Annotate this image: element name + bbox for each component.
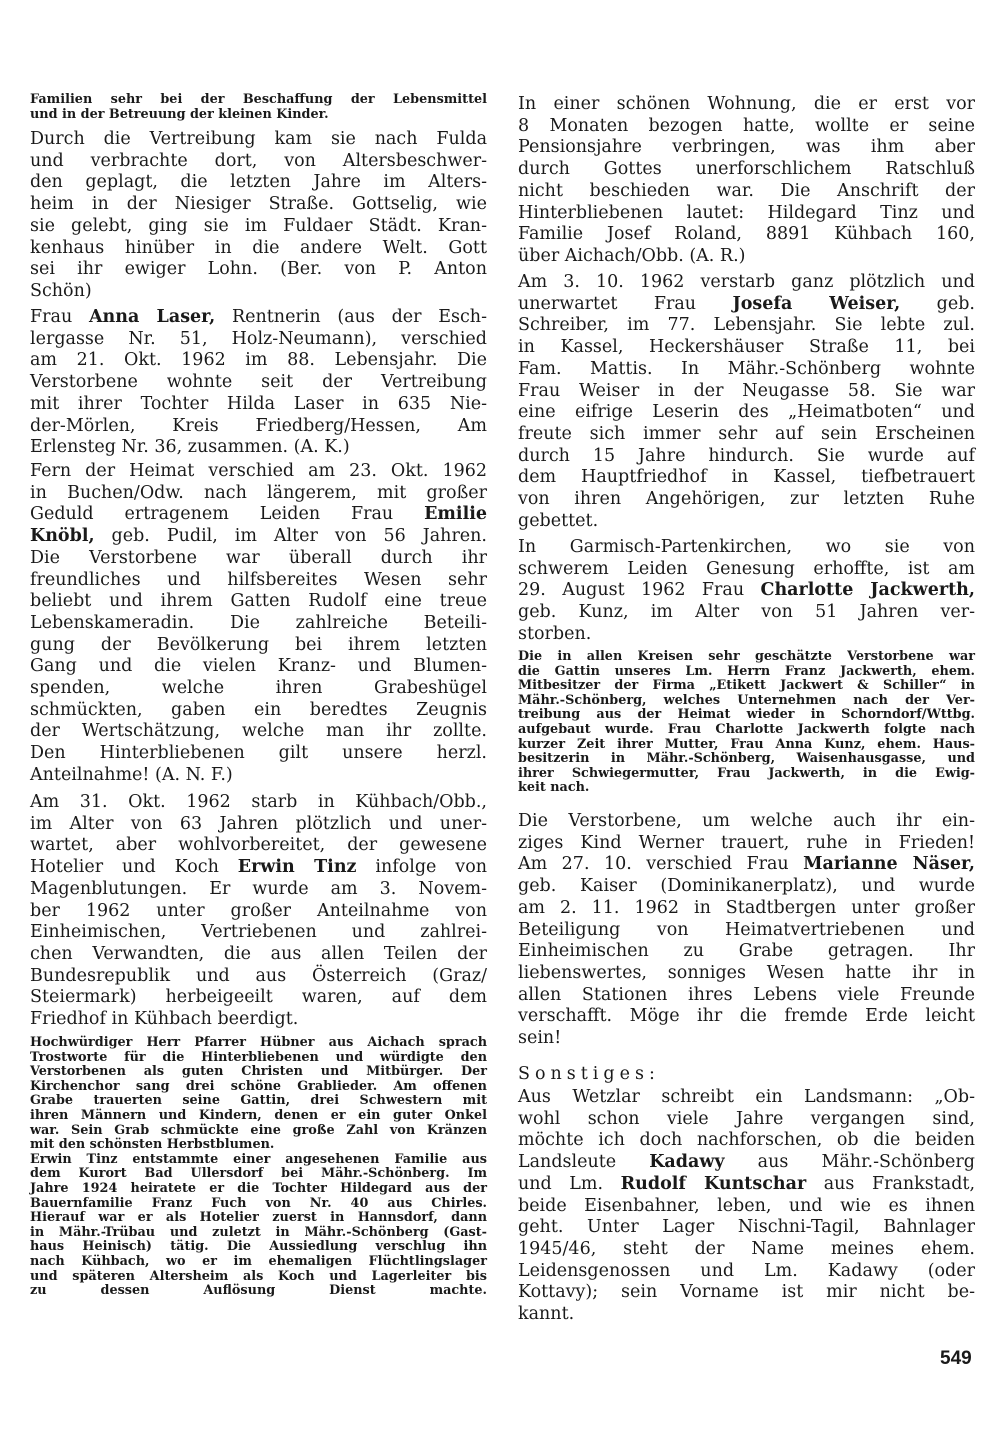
text-line: Mähr.-Schönberg, welches Unternehmen nach der Ver- xyxy=(518,692,975,708)
text-line: keit nach. xyxy=(518,780,590,796)
text-line: Familien sehr bei der Beschaffung der Lebensmittel xyxy=(30,92,487,107)
text-line: Kirchenchor sang drei schöne Grablieder. Am offenen xyxy=(30,1078,487,1094)
text-line: beide Eisenbahner, leben, und wie es ihnen xyxy=(518,1195,975,1216)
text-line: am 2. 11. 1962 in Stadtbergen unter großer xyxy=(518,897,975,918)
text-line: Leidensgenossen und Lm. Kadawy (oder xyxy=(518,1260,975,1281)
text-line: Frau Weiser in der Neugasse 58. Sie war xyxy=(518,380,975,401)
text-line: Erlensteg Nr. 36, zusammen. (A. K.) xyxy=(30,437,350,458)
text-line: Familie Josef Roland, 8891 Kühbach 160, xyxy=(518,224,975,245)
text-line: Beteiligung von Heimatvertriebenen und xyxy=(518,919,975,940)
text-line: möchte ich doch nachforschen, ob die beiden xyxy=(518,1130,975,1151)
text-line: Durch die Vertreibung kam sie nach Fulda xyxy=(30,129,487,149)
text-line: Jahre 1924 heiratete er die Tochter Hildegard aus der xyxy=(30,1180,487,1196)
section-heading: Sonstiges: xyxy=(518,1064,660,1084)
text-line: Erwin Tinz entstammte einer angesehenen Familie aus xyxy=(30,1151,487,1167)
text-line: Anteilnahme! (A. N. F.) xyxy=(30,764,233,785)
paragraph xyxy=(30,792,487,1031)
text-line: eine eifrige Leserin des „Heimatboten“ und xyxy=(518,402,975,423)
text-line: geb. Kaiser (Dominikanerplatz), und wurde xyxy=(518,876,975,897)
text-line: storben. xyxy=(518,623,592,644)
text-line: Landsleute Kadawy aus Mähr.-Schönberg xyxy=(518,1152,975,1173)
text-line: sie gelebt, ging sie im Fuldaer Städt. Kran- xyxy=(30,215,487,236)
paragraph xyxy=(30,129,487,303)
text-line: schmückten, gaben ein beredtes Zeugnis xyxy=(30,699,487,720)
small-print-paragraph xyxy=(518,650,975,796)
text-line: Mitbesitzer der Firma „Etikett Jackwert & Schiller“ in xyxy=(518,678,975,694)
bold-name: Charlotte Jackwerth, xyxy=(760,580,975,601)
text-line: Am 3. 10. 1962 verstarb ganz plötzlich und xyxy=(518,272,975,292)
text-line: Bauernfamilie Franz Fuch von Nr. 40 aus Chirles. xyxy=(30,1195,487,1211)
bold-name: Marianne Näser, xyxy=(803,854,975,875)
text-line: den geplagt, die letzten Jahre im Alters- xyxy=(30,172,487,193)
text-line: verschafft. Möge ihr die fremde Erde leicht xyxy=(518,1006,975,1027)
text-line: dem Hauptfriedhof in Kassel, tiefbetrauert xyxy=(518,467,975,488)
text-line: Hotelier und Koch Erwin Tinz infolge von xyxy=(30,857,487,878)
text-line: die Gattin unseres Lm. Herrn Franz Jackwerth, ehem. xyxy=(518,663,975,679)
text-line: Hochwürdiger Herr Pfarrer Hübner aus Aichach sprach xyxy=(30,1035,487,1050)
text-line: ber 1962 unter großer Anteilnahme von xyxy=(30,900,487,921)
small-print-paragraph xyxy=(30,1036,487,1299)
text-line: von ihren Angehörigen, zur letzten Ruhe xyxy=(518,489,975,510)
text-line: der-Mörlen, Kreis Friedberg/Hessen, Am xyxy=(30,415,487,436)
text-line: Fern der Heimat verschied am 23. Okt. 1962 xyxy=(30,461,487,481)
text-line: mit ihrer Tochter Hilda Laser in 635 Nie- xyxy=(30,393,487,414)
text-line: Verstorbenen als guten Christen und Mitbürger. Der xyxy=(30,1064,487,1080)
text-line: Magenblutungen. Er wurde am 3. Novem- xyxy=(30,878,487,899)
text-line: Grabe trauerten seine Gattin, drei Schwestern mit xyxy=(30,1093,487,1109)
bold-name: Rudolf Kuntschar xyxy=(620,1173,807,1194)
text-line: 29. August 1962 Frau Charlotte Jackwerth, xyxy=(518,580,975,601)
text-line: heim in der Niesiger Straße. Gottselig, wie xyxy=(30,194,487,215)
text-line: freute sich immer sehr auf sein Erscheinen xyxy=(518,423,975,444)
text-line: gung der Bevölkerung bei ihrem letzten xyxy=(30,634,487,655)
text-line: sein! xyxy=(518,1028,562,1049)
paragraph xyxy=(518,537,975,646)
text-line: und späteren Altersheim als Koch und Lagerleiter bis xyxy=(30,1268,487,1284)
text-line: wartet, aber wohlvorbereitet, der gewesene xyxy=(30,835,487,856)
text-line: Einheimischen zu Grabe getragen. Ihr xyxy=(518,941,975,962)
text-line: geht. Unter Lager Nischni-Tagil, Bahnlager xyxy=(518,1217,975,1238)
bold-name: Knöbl, xyxy=(30,526,95,547)
text-line: nach Kühbach, wo er im ehemaligen Flüchtlingslager xyxy=(30,1253,487,1269)
text-line: allen Stationen ihres Lebens viele Freunde xyxy=(518,984,975,1005)
text-line: besitzerin in Mähr.-Schönberg, Waisenhausgasse, und xyxy=(518,751,975,767)
bold-name: Anna Laser, xyxy=(88,307,216,327)
bold-name: Kadawy xyxy=(649,1152,725,1173)
paragraph xyxy=(30,461,487,787)
text-line: Fam. Mattis. In Mähr.-Schönberg wohnte xyxy=(518,358,975,379)
text-line: und in der Betreuung der kleinen Kinder. xyxy=(30,106,329,122)
text-line: Die in allen Kreisen sehr geschätzte Verstorbene war xyxy=(518,649,975,664)
text-line: Einheimischen, Vertriebenen und zahlrei- xyxy=(30,922,487,943)
text-line: durch Gottes unerforschlichem Ratschluß xyxy=(518,159,975,180)
text-line: Schön) xyxy=(30,280,92,301)
text-line: spenden, welche ihren Grabeshügel xyxy=(30,678,487,699)
text-line: Knöbl, geb. Pudil, im Alter von 56 Jahren. xyxy=(30,526,487,547)
text-line: lergasse Nr. 51, Holz-Neumann), verschied xyxy=(30,328,487,349)
text-line: war. Sein Grab schmückte eine große Zahl von Kränzen xyxy=(30,1122,487,1138)
text-line: freundliches und hilfsbereites Wesen sehr xyxy=(30,569,487,590)
text-line: Geduld ertragenem Leiden Frau Emilie xyxy=(30,504,487,525)
bold-name: Emilie xyxy=(424,504,487,525)
text-line: 8 Monaten bezogen hatte, wollte er seine xyxy=(518,115,975,136)
text-line: Kottavy); sein Vorname ist mir nicht be- xyxy=(518,1282,975,1303)
bold-name: Josefa Weiser, xyxy=(732,293,901,314)
text-line: Gang und die vielen Kranz- und Blumen- xyxy=(30,656,487,677)
text-line: in Kassel, Heckershäuser Straße 11, bei xyxy=(518,337,975,358)
text-line: Hierauf war er als Hotelier zuerst in Hannsdorf, dann xyxy=(30,1210,487,1226)
text-line: Schreiber, im 77. Lebensjahr. Sie lebte zul. xyxy=(518,315,975,336)
text-line: Am 31. Okt. 1962 starb in Kühbach/Obb., xyxy=(30,792,487,812)
paragraph xyxy=(518,1087,975,1326)
text-line: kenhaus hinüber in die andere Welt. Gott xyxy=(30,237,487,258)
text-line: Die Verstorbene war überall durch ihr xyxy=(30,547,487,568)
text-line: der Wertschätzung, welche man ihr zollte. xyxy=(30,721,487,742)
text-line: Die Verstorbene, um welche auch ihr ein- xyxy=(518,811,975,831)
text-line: Den Hinterbliebenen gilt unsere herzl. xyxy=(30,743,487,764)
page-number: 549 xyxy=(940,1348,972,1369)
text-line: durch 15 Jahre hindurch. Sie wurde auf xyxy=(518,445,975,466)
text-line: aufgebaut wurde. Frau Charlotte Jackwerth folgte nach xyxy=(518,721,975,737)
text-line: sei ihr ewiger Lohn. (Ber. von P. Anton xyxy=(30,259,487,280)
text-line: beliebt und ihrem Gatten Rudolf eine treue xyxy=(30,591,487,612)
paragraph xyxy=(518,272,975,532)
text-line: Frau Anna Laser, Rentnerin (aus der Esch- xyxy=(30,307,487,327)
small-print-paragraph xyxy=(30,93,487,122)
text-line: treibung aus der Heimat wieder in Schorndorf/Wttbg. xyxy=(518,707,975,723)
text-line: am 21. Okt. 1962 im 88. Lebensjahr. Die xyxy=(30,350,487,371)
text-line: Hinterbliebenen lautet: Hildegard Tinz und xyxy=(518,202,975,223)
text-line: Pensionsjahre verbringen, was ihm aber xyxy=(518,137,975,158)
text-line: In einer schönen Wohnung, die er erst vor xyxy=(518,94,975,114)
paragraph xyxy=(518,94,975,268)
text-line: Friedhof in Kühbach beerdigt. xyxy=(30,1009,299,1030)
text-line: Am 27. 10. verschied Frau Marianne Näser, xyxy=(518,854,975,875)
text-line: in Mähr.-Trübau und zuletzt in Mähr.-Schönberg (Gast- xyxy=(30,1224,487,1240)
paragraph xyxy=(30,307,487,459)
bold-name: Erwin Tinz xyxy=(237,857,357,878)
text-line: kurzer Zeit ihrer Mutter, Frau Anna Kunz, ehem. Haus- xyxy=(518,736,975,752)
text-line: ihrer Schwiegermutter, Frau Jackwerth, in die Ewig- xyxy=(518,765,975,781)
text-line: chen Verwandten, die aus allen Teilen der xyxy=(30,943,487,964)
text-line: geb. Kunz, im Alter von 51 Jahren ver- xyxy=(518,602,975,623)
text-line: In Garmisch-Partenkirchen, wo sie von xyxy=(518,537,975,557)
text-line: Verstorbene wohnte seit der Vertreibung xyxy=(30,372,487,393)
text-line: ziges Kind Werner trauert, ruhe in Frieden! xyxy=(518,832,975,853)
text-line: Steiermark) herbeigeeilt waren, auf dem xyxy=(30,987,487,1008)
text-line: unerwartet Frau Josefa Weiser, geb. xyxy=(518,293,975,314)
text-line: dem Kurort Bad Ullersdorf bei Mähr.-Schönberg. Im xyxy=(30,1166,487,1182)
text-line: und verbrachte dort, von Altersbeschwer- xyxy=(30,150,487,171)
text-line: Bundesrepublik und aus Österreich (Graz/ xyxy=(30,965,487,986)
text-line: gebettet. xyxy=(518,510,599,531)
text-line: über Aichach/Obb. (A. R.) xyxy=(518,245,746,266)
text-line: wohl schon viele Jahre vergangen sind, xyxy=(518,1108,975,1129)
paragraph xyxy=(518,811,975,1050)
text-line: liebenswertes, sonniges Wesen hatte ihr in xyxy=(518,962,975,983)
text-line: haus Heinisch) tätig. Die Aussiedlung verschlug ihn xyxy=(30,1239,487,1255)
text-line: im Alter von 63 Jahren plötzlich und uner- xyxy=(30,813,487,834)
text-line: mit den schönsten Herbstblumen. xyxy=(30,1137,275,1153)
text-line: und Lm. Rudolf Kuntschar aus Frankstadt, xyxy=(518,1173,976,1194)
text-line: 1945/46, steht der Name meines ehem. xyxy=(518,1238,975,1259)
text-line: kannt. xyxy=(518,1304,575,1325)
text-line: zu dessen Auflösung Dienst machte. xyxy=(30,1283,487,1299)
text-line: in Buchen/Odw. nach längerem, mit großer xyxy=(30,482,487,503)
text-line: Lebenskameradin. Die zahlreiche Beteili- xyxy=(30,612,487,633)
text-line: Aus Wetzlar schreibt ein Landsmann: „Ob- xyxy=(518,1087,975,1107)
text-line: ihren Männern und Kindern, denen er ein guter Onkel xyxy=(30,1107,487,1123)
text-line: nicht beschieden war. Die Anschrift der xyxy=(518,180,975,201)
text-line: schwerem Leiden Genesung erhoffte, ist am xyxy=(518,558,975,579)
text-line: Trostworte für die Hinterbliebenen und würdigte den xyxy=(30,1049,487,1065)
